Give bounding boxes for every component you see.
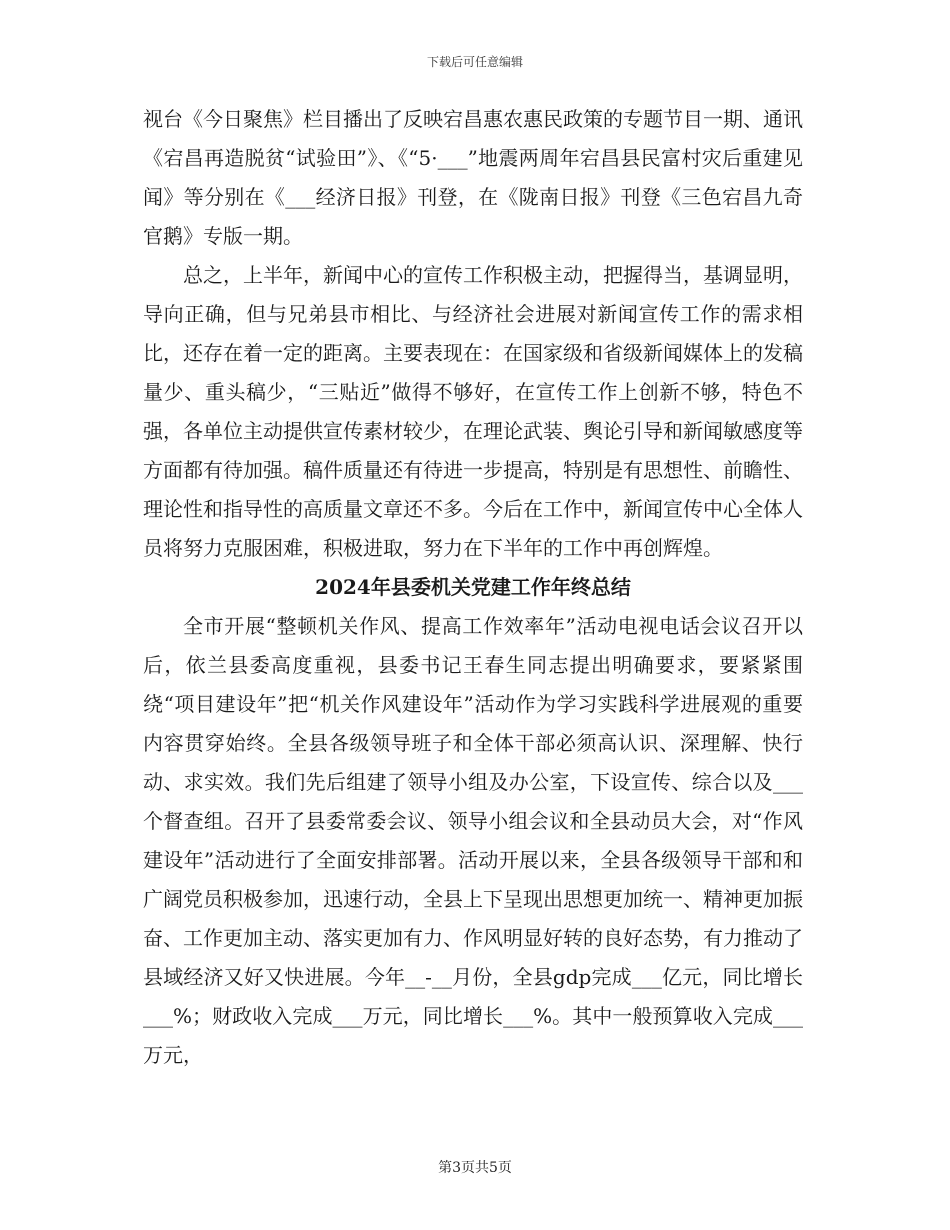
paragraph-3: 全市开展“整顿机关作风、提高工作效率年”活动电视电话会议召开以后，依兰县委高度重视，县委书记王春生同志提出明确要求，要紧紧围绕“项目建设年”把“机关作风建设年”活动作为学习实践科学进展观的重要内容贯穿始终。全县各级领导班子和全体干部必须高认识、深理解、快行动、求实效。我们先后组建了领导小组及办公室，下设宣传、综合以及___个督查组。召开了县委常委会议、领导小组会议和全县动员大会，对“作风建设年”活动进行了全面安排部署。活动开展以来，全县各级领导干部和和广阔党员积极参加，迅速行动，全县上下呈现出思想更加统一、精神更加振奋、工作更加主动、落实更加有力、作风明显好转的良好态势，有力推动了县域经济又好又快进展。今年__-__月份，全县gdp完成___亿元，同比增长___%；财政收入完成___万元，同比增长___%。其中一般预算收入完成___万元， (143, 614, 803, 1067)
paragraph-2: 总之，上半年，新闻中心的宣传工作积极主动，把握得当，基调显明，导向正确，但与兄弟县市相比、与经济社会进展对新闻宣传工作的需求相比，还存在着一定的距离。主要表现在：在国家级和省级新闻媒体上的发稿量少、重头稿少，“三贴近”做得不够好，在宣传工作上创新不够，特色不强，各单位主动提供宣传素材较少，在理论武装、舆论引导和新闻敏感度等方面都有待加强。稿件质量还有待进一步提高，特别是有思想性、前瞻性、理论性和指导性的高质量文章还不多。今后在工作中，新闻宣传中心全体人员将努力克服困难，积极进取，努力在下半年的工作中再创辉煌。 (143, 263, 803, 560)
page-number: 第3页共5页 (438, 1160, 512, 1176)
section-title: 2024年县委机关党建工作年终总结 (315, 575, 631, 599)
paragraph-1: 视台《今日聚焦》栏目播出了反映宕昌惠农惠民政策的专题节目一期、通讯《宕昌再造脱贫“试验田”》、《“5·___”地震两周年宕昌县民富村灾后重建见闻》等分别在《___经济日报》刊登，在《陇南日报》刊登《三色宕昌九奇官鹅》专版一期。 (143, 107, 803, 248)
document-body (143, 100, 803, 1075)
page-header: 下载后可任意编辑 (426, 55, 523, 69)
